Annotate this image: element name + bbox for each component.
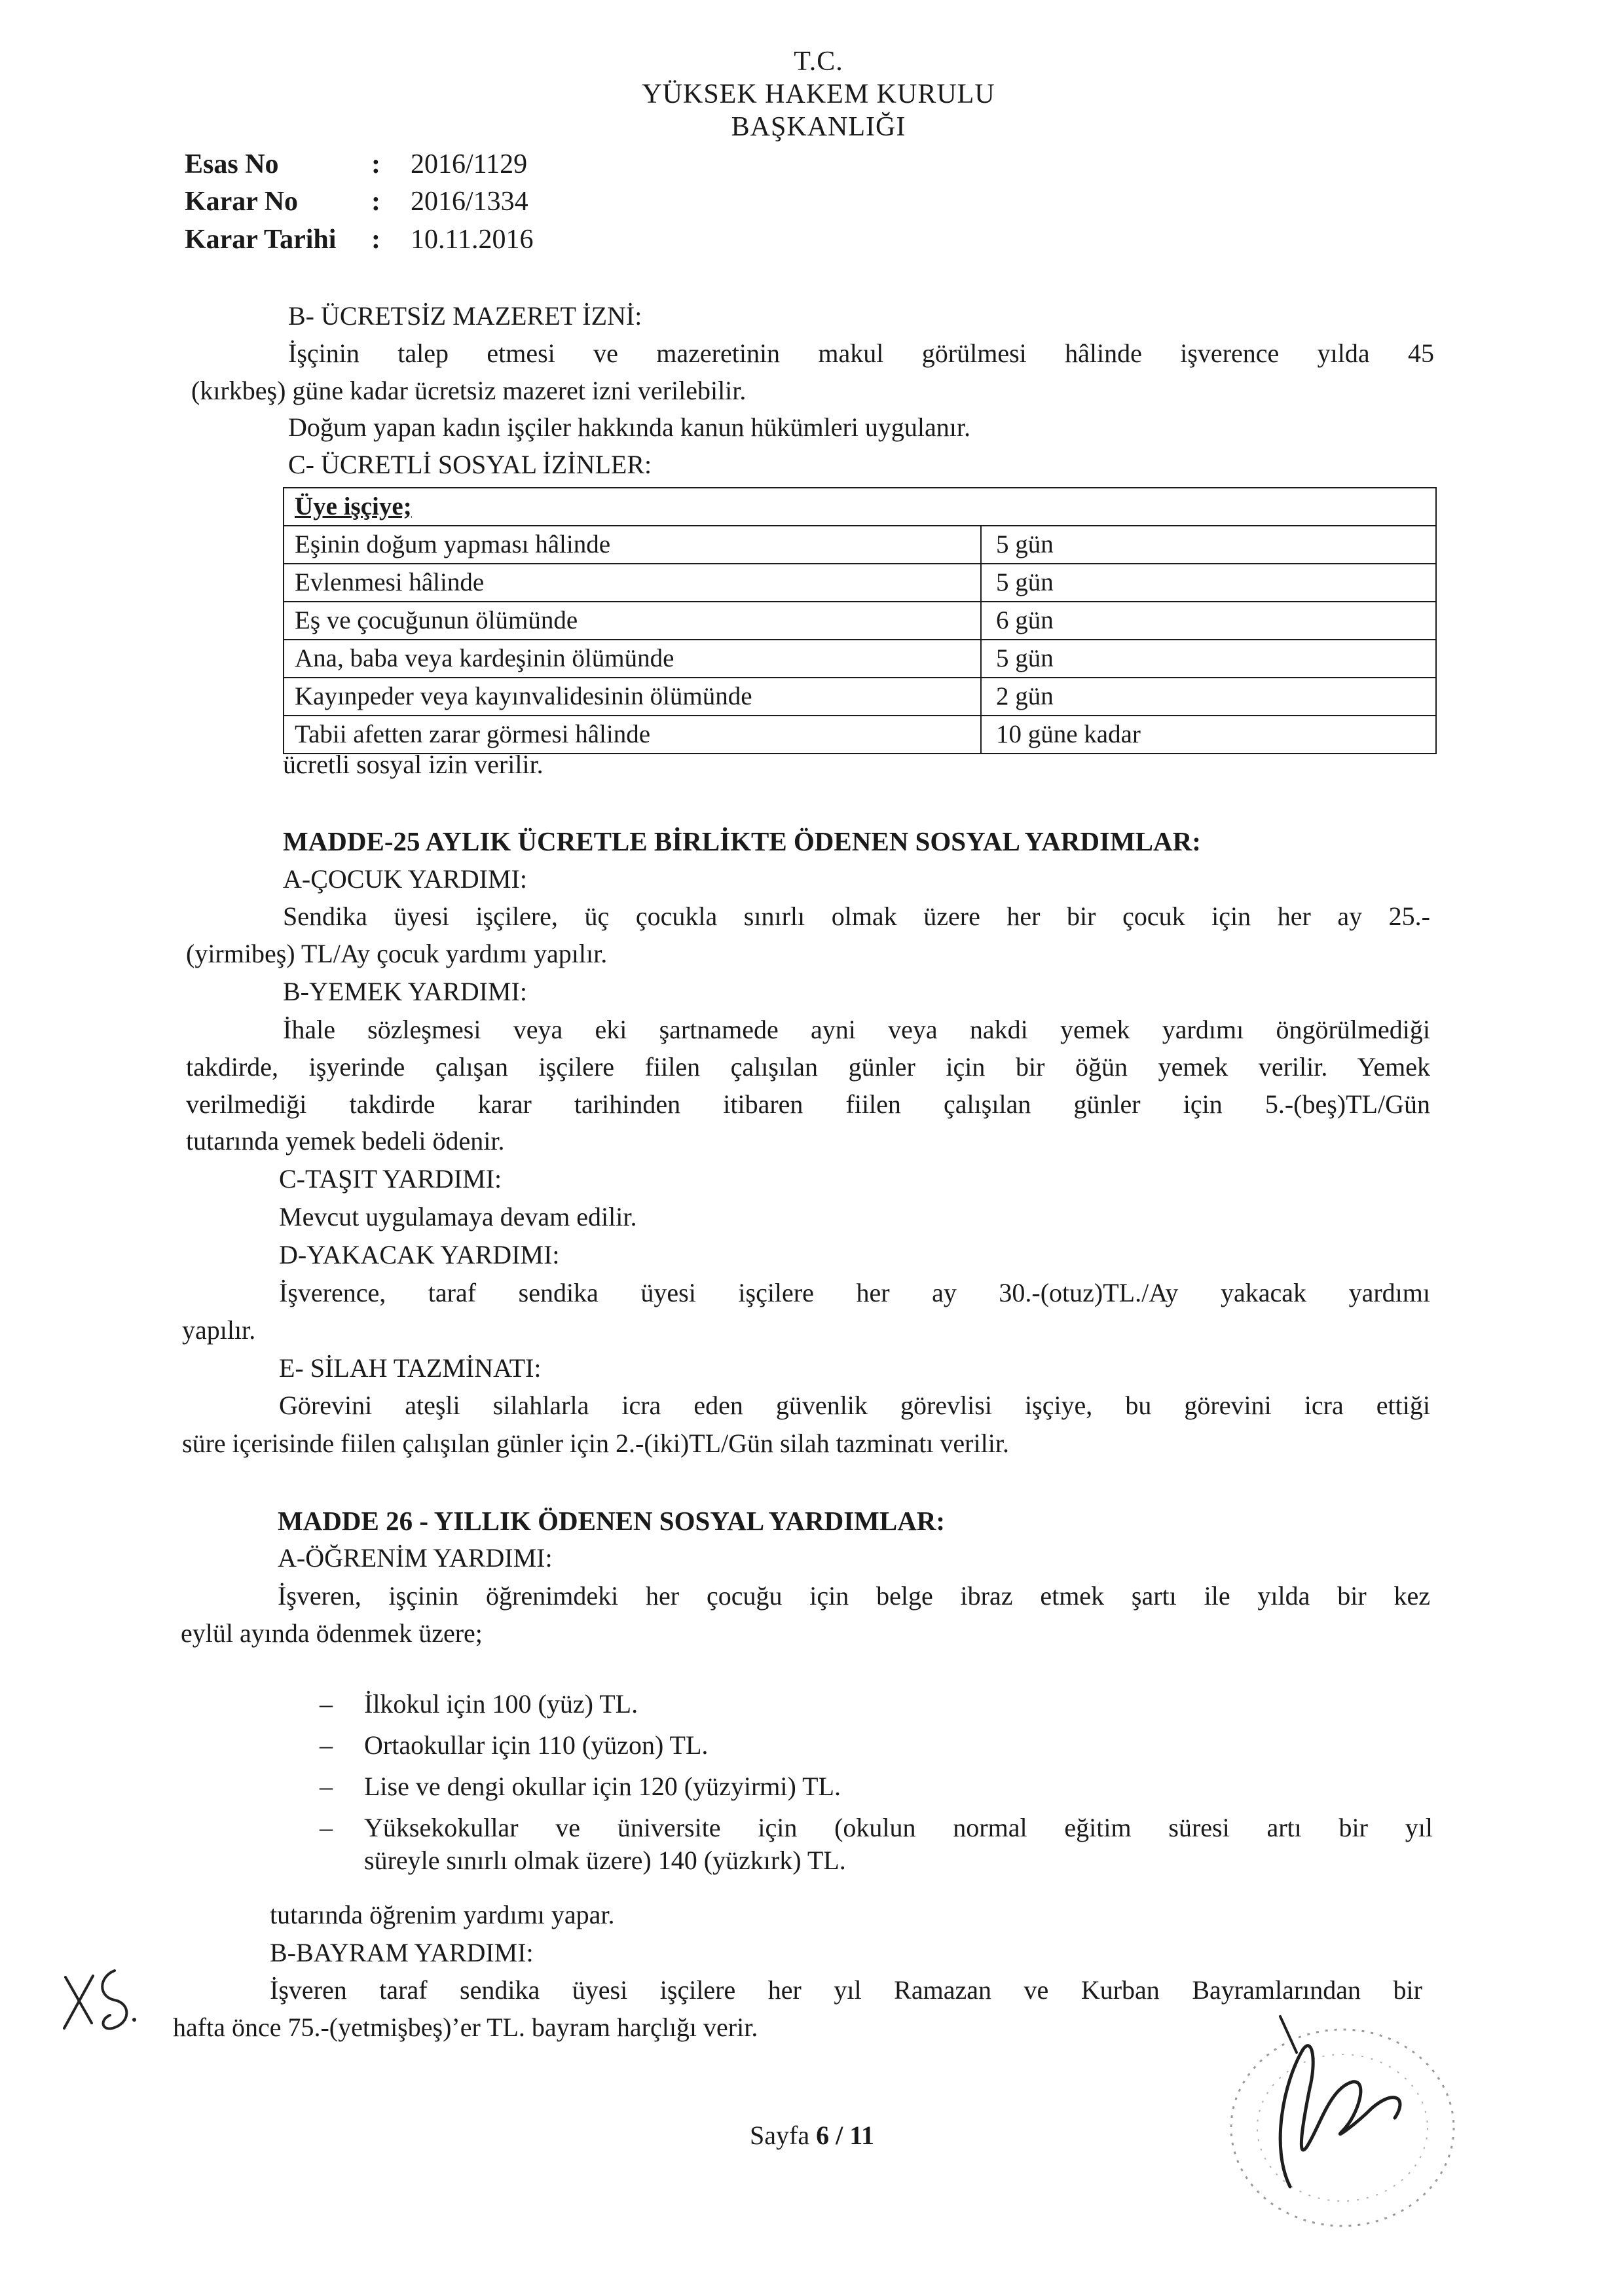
list-item — [320, 1812, 1433, 1877]
table-cell-value: 10 güne kadar — [981, 716, 1436, 754]
table-cell-value: 5 gün — [981, 564, 1436, 602]
madde-25-d-line2: yapılır. — [182, 1315, 256, 1345]
header-line-baskanlik: BAŞKANLIĞI — [731, 112, 906, 142]
table-row — [284, 640, 1436, 678]
page-footer-prefix: Sayfa — [750, 2121, 817, 2150]
madde-25-b-line1: İhale sözleşmesi veya eki şartnamede ayni veya nakdi yemek yardımı öngörülmediği — [283, 1015, 1430, 1044]
madde-26-a-heading: A-ÖĞRENİM YARDIMI: — [278, 1543, 553, 1573]
madde-25-b-line3: verilmediği takdirde karar tarihinden itibaren fiilen çalışılan günler için 5.-(beş)TL/Gün — [186, 1089, 1430, 1119]
madde-25-a-line2: (yirmibeş) TL/Ay çocuk yardımı yapılır. — [186, 939, 608, 968]
table-row — [284, 526, 1436, 564]
meta-value: 2016/1129 — [411, 149, 528, 179]
meta-colon: : — [371, 187, 380, 217]
madde-25-e-line1: Görevini ateşli silahlarla icra eden güvenlik görevlisi işçiye, bu görevini icra ettiği — [279, 1391, 1430, 1420]
handwritten-initial-mark — [52, 1951, 144, 2049]
madde-25-e-line2: süre içerisinde fiilen çalışılan günler için 2.-(iki)TL/Gün silah tazminatı verilir. — [182, 1429, 1009, 1458]
meta-karar-no — [185, 185, 528, 219]
madde-25-title: MADDE-25 AYLIK ÜCRETLE BİRLİKTE ÖDENEN SOSYAL YARDIMLAR: — [283, 826, 1201, 856]
education-aid-list — [320, 1688, 1433, 1877]
section-b-para2: Doğum yapan kadın işçiler hakkında kanun hükümleri uygulanır. — [288, 412, 970, 442]
list-item-line: – Yüksekokullar ve üniversite için (okulun normal eğitim süresi artı bir yıl — [364, 1813, 1433, 1842]
section-c-heading: C- ÜCRETLİ SOSYAL İZİNLER: — [288, 450, 652, 479]
table-cell-label: Tabii afetten zarar görmesi hâlinde — [284, 716, 981, 754]
section-b-para1-line1: İşçinin talep etmesi ve mazeretinin makul görülmesi hâlinde işverence yılda 45 — [288, 338, 1434, 368]
list-item: – İlkokul için 100 (yüz) TL. — [320, 1688, 1433, 1721]
madde-26-after: tutarında öğrenim yardımı yapar. — [270, 1900, 615, 1929]
table-cell-value: 5 gün — [981, 526, 1436, 564]
header-line-kurul: YÜKSEK HAKEM KURULU — [642, 79, 995, 109]
madde-25-c-line1: Mevcut uygulamaya devam edilir. — [279, 1202, 637, 1231]
list-item: – Lise ve dengi okullar için 120 (yüzyirmi) TL. — [320, 1770, 1433, 1803]
table-header-cell: Üye işçiye; — [284, 488, 1436, 526]
table-cell-label: Kayınpeder veya kayınvalidesinin ölümünde — [284, 678, 981, 716]
madde-26-a-line1: İşveren, işçinin öğrenimdeki her çocuğu için belge ibraz etmek şartı ile yılda bir kez — [278, 1581, 1430, 1611]
table-row — [284, 678, 1436, 716]
table-row — [284, 564, 1436, 602]
madde-25-c-heading: C-TAŞIT YARDIMI: — [279, 1164, 502, 1194]
page-footer — [720, 2119, 904, 2152]
madde-25-e-heading: E- SİLAH TAZMİNATI: — [279, 1353, 542, 1383]
section-b-heading: B- ÜCRETSİZ MAZERET İZNİ: — [288, 301, 642, 331]
leave-table — [283, 487, 1437, 754]
table-cell-label: Ana, baba veya kardeşinin ölümünde — [284, 640, 981, 678]
table-row — [284, 602, 1436, 640]
meta-value: 2016/1334 — [411, 187, 528, 217]
meta-colon: : — [371, 225, 380, 255]
madde-25-d-line1: İşverence, taraf sendika üyesi işçilere her ay 30.-(otuz)TL./Ay yakacak yardımı — [279, 1278, 1430, 1307]
meta-label: Karar No — [185, 187, 299, 217]
table-cell-label: Eşinin doğum yapması hâlinde — [284, 526, 981, 564]
madde-25-a-heading: A-ÇOCUK YARDIMI: — [283, 864, 527, 894]
madde-25-b-line4: tutarında yemek bedeli ödenir. — [186, 1126, 505, 1156]
meta-label: Karar Tarihi — [185, 225, 337, 255]
madde-26-title: MADDE 26 - YILLIK ÖDENEN SOSYAL YARDIMLAR: — [278, 1506, 946, 1536]
section-b-para1-line2: (kırkbeş) güne kadar ücretsiz mazeret izni verilebilir. — [191, 376, 747, 405]
table-cell-value: 2 gün — [981, 678, 1436, 716]
meta-karar-tarihi — [185, 223, 533, 257]
meta-value: 10.11.2016 — [411, 225, 534, 255]
table-cell-value: 5 gün — [981, 640, 1436, 678]
madde-26-b-line2: hafta önce 75.-(yetmişbeş)’er TL. bayram harçlığı verir. — [173, 2013, 758, 2042]
meta-label: Esas No — [185, 149, 279, 179]
meta-colon: : — [371, 149, 380, 179]
table-header-row — [284, 488, 1436, 526]
madde-25-b-line2: takdirde, işyerinde çalışan işçilere fiilen çalışılan günler için bir öğün yemek verilir. Yemek — [186, 1052, 1430, 1082]
section-c-after: ücretli sosyal izin verilir. — [283, 750, 544, 779]
madde-25-a-line1: Sendika üyesi işçilere, üç çocukla sınırlı olmak üzere her bir çocuk için her ay 25.- — [283, 902, 1430, 931]
madde-26-b-heading: B-BAYRAM YARDIMI: — [270, 1938, 534, 1967]
page-number: 6 / 11 — [816, 2121, 874, 2150]
table-cell-label: Eş ve çocuğunun ölümünde — [284, 602, 981, 640]
meta-esas-no — [185, 147, 527, 182]
madde-25-b-heading: B-YEMEK YARDIMI: — [283, 977, 527, 1006]
signature-and-stamp — [1198, 1990, 1473, 2265]
madde-25-d-heading: D-YAKACAK YARDIMI: — [279, 1240, 560, 1269]
table-cell-label: Evlenmesi hâlinde — [284, 564, 981, 602]
table-cell-value: 6 gün — [981, 602, 1436, 640]
list-item-line: süreyle sınırlı olmak üzere) 140 (yüzkırk) TL. — [364, 1846, 846, 1875]
header-line-tc: T.C. — [794, 46, 843, 77]
list-item: – Ortaokullar için 110 (yüzon) TL. — [320, 1729, 1433, 1762]
madde-26-a-line2: eylül ayında ödenmek üzere; — [181, 1618, 483, 1648]
madde-26-b-line1: İşveren taraf sendika üyesi işçilere her yıl Ramazan ve Kurban Bayramlarından bir — [270, 1975, 1422, 2005]
